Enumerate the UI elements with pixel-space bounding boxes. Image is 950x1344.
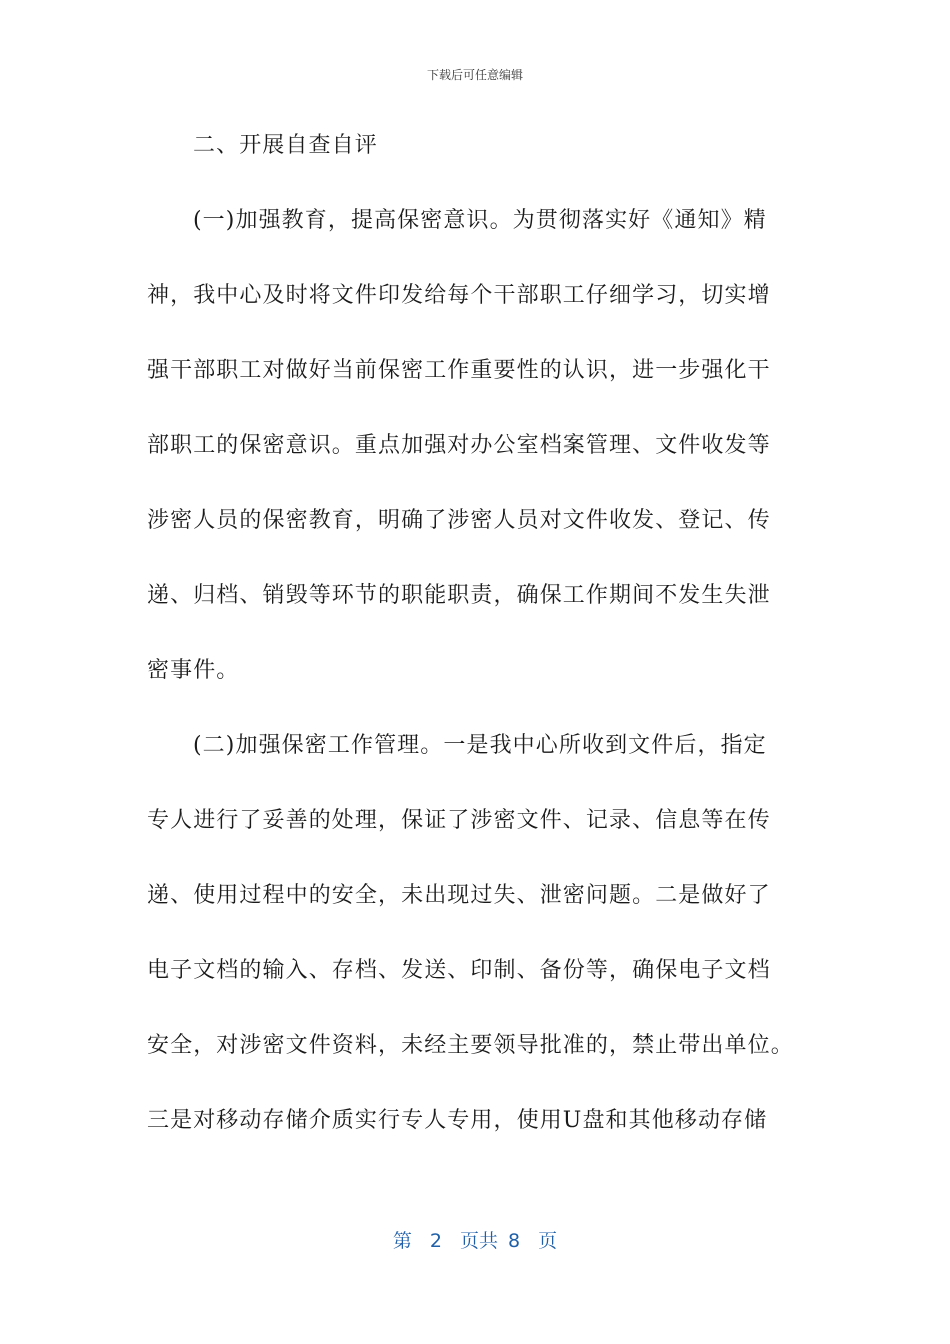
paragraph-line: 涉密人员的保密教育，明确了涉密人员对文件收发、登记、传 — [147, 508, 771, 533]
paragraph-line: 神，我中心及时将文件印发给每个干部职工仔细学习，切实增 — [147, 283, 771, 308]
paragraph-line: 电子文档的输入、存档、发送、印制、备份等，确保电子文档 — [147, 958, 771, 983]
header-note: 下载后可任意编辑 — [426, 68, 523, 82]
paragraph-line: 安全，对涉密文件资料，未经主要领导批准的，禁止带出单位。 — [147, 1033, 794, 1058]
footer-page-number: 2 — [429, 1230, 442, 1252]
paragraph-line: 递、归档、销毁等环节的职能职责，确保工作期间不发生失泄 — [147, 583, 771, 608]
section-heading: 二、开展自查自评 — [193, 133, 378, 158]
footer-middle: 页共 — [459, 1230, 498, 1252]
paragraph-line: 三是对移动存储介质实行专人专用，使用U盘和其他移动存储 — [147, 1108, 768, 1133]
footer-suffix: 页 — [538, 1230, 558, 1252]
footer-prefix: 第 — [392, 1230, 412, 1252]
paragraph-line: 强干部职工对做好当前保密工作重要性的认识，进一步强化干 — [147, 358, 771, 383]
paragraph-line: (二)加强保密工作管理。一是我中心所收到文件后，指定 — [193, 733, 767, 758]
paragraph-line: 密事件。 — [147, 658, 240, 683]
paragraph-line: (一)加强教育，提高保密意识。为贯彻落实好《通知》精 — [193, 208, 767, 233]
footer-total-pages: 8 — [508, 1230, 521, 1252]
paragraph-line: 专人进行了妥善的处理，保证了涉密文件、记录、信息等在传 — [147, 808, 771, 833]
page-footer — [0, 1226, 950, 1253]
paragraph-line: 部职工的保密意识。重点加强对办公室档案管理、文件收发等 — [147, 433, 771, 458]
paragraph-line: 递、使用过程中的安全，未出现过失、泄密问题。二是做好了 — [147, 883, 771, 908]
